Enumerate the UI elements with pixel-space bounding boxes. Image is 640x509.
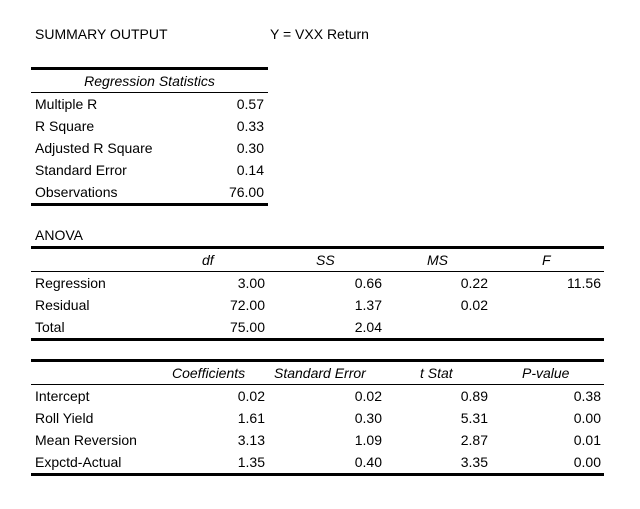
stat-label: R Square: [35, 118, 95, 134]
anova-table: [31, 246, 604, 341]
table-row: [31, 316, 604, 341]
table-row: [31, 429, 604, 451]
table-cell: 2.04: [354, 319, 382, 335]
table-cell: 0.00: [573, 410, 601, 426]
table-cell: 5.31: [460, 410, 488, 426]
table-row: [31, 272, 604, 294]
table-cell: 0.22: [460, 275, 488, 291]
table-row: [31, 451, 604, 476]
stat-value: 76.00: [228, 184, 264, 200]
row-label: Mean Reversion: [35, 432, 137, 448]
stat-label: Adjusted R Square: [35, 140, 153, 156]
column-header: F: [542, 252, 551, 268]
column-header: Standard Error: [274, 365, 366, 381]
stat-row: [31, 115, 268, 137]
column-header: SS: [316, 252, 335, 268]
stat-value: 0.14: [236, 162, 264, 178]
column-header: Coefficients: [172, 365, 246, 381]
table-cell: 0.89: [460, 388, 488, 404]
table-cell: 3.35: [460, 454, 488, 470]
dependent-variable-label: Y = VXX Return: [270, 26, 369, 42]
table-cell: 75.00: [229, 319, 265, 335]
table-cell: 0.02: [460, 297, 488, 313]
column-header: t Stat: [420, 365, 453, 381]
table-cell: 0.38: [573, 388, 601, 404]
table-cell: 1.61: [237, 410, 265, 426]
table-cell: 0.40: [354, 454, 382, 470]
stat-value: 0.30: [236, 140, 264, 156]
table-row: [31, 294, 604, 316]
table-cell: 0.00: [573, 454, 601, 470]
column-header: P-value: [522, 365, 570, 381]
summary-title: SUMMARY OUTPUT: [35, 26, 168, 42]
table-cell: 1.37: [354, 297, 382, 313]
anova-header-row: [31, 249, 604, 272]
stat-value: 0.57: [236, 96, 264, 112]
table-cell: 0.02: [237, 388, 265, 404]
table-cell: 0.66: [354, 275, 382, 291]
column-header: MS: [427, 252, 448, 268]
anova-label: ANOVA: [35, 227, 83, 243]
stat-label: Observations: [35, 184, 118, 200]
stat-label: Multiple R: [35, 96, 98, 112]
stat-value: 0.33: [236, 118, 264, 134]
coefficients-header-row: [31, 362, 604, 385]
regression-statistics-table: [31, 67, 268, 206]
row-label: Total: [35, 319, 65, 335]
row-label: Roll Yield: [35, 410, 94, 426]
table-cell: 0.01: [573, 432, 601, 448]
table-cell: 2.87: [460, 432, 488, 448]
table-row: [31, 385, 604, 407]
table-row: [31, 407, 604, 429]
stat-row: [31, 159, 268, 181]
table-cell: 3.00: [237, 275, 265, 291]
table-cell: 0.02: [354, 388, 382, 404]
row-label: Residual: [35, 297, 90, 313]
table-cell: 0.30: [354, 410, 382, 426]
coefficients-table: [31, 359, 604, 476]
table-cell: 11.56: [567, 275, 601, 291]
table-cell: 1.35: [237, 454, 265, 470]
table-cell: 72.00: [229, 297, 265, 313]
stat-row: [31, 181, 268, 206]
row-label: Expctd-Actual: [35, 454, 122, 470]
stat-label: Standard Error: [35, 162, 127, 178]
column-header: df: [202, 252, 214, 268]
stat-row: [31, 137, 268, 159]
table-cell: 1.09: [354, 432, 382, 448]
row-label: Intercept: [35, 388, 90, 404]
table-cell: 3.13: [237, 432, 265, 448]
regression-statistics-heading: Regression Statistics: [31, 70, 268, 93]
stat-row: [31, 93, 268, 115]
row-label: Regression: [35, 275, 106, 291]
